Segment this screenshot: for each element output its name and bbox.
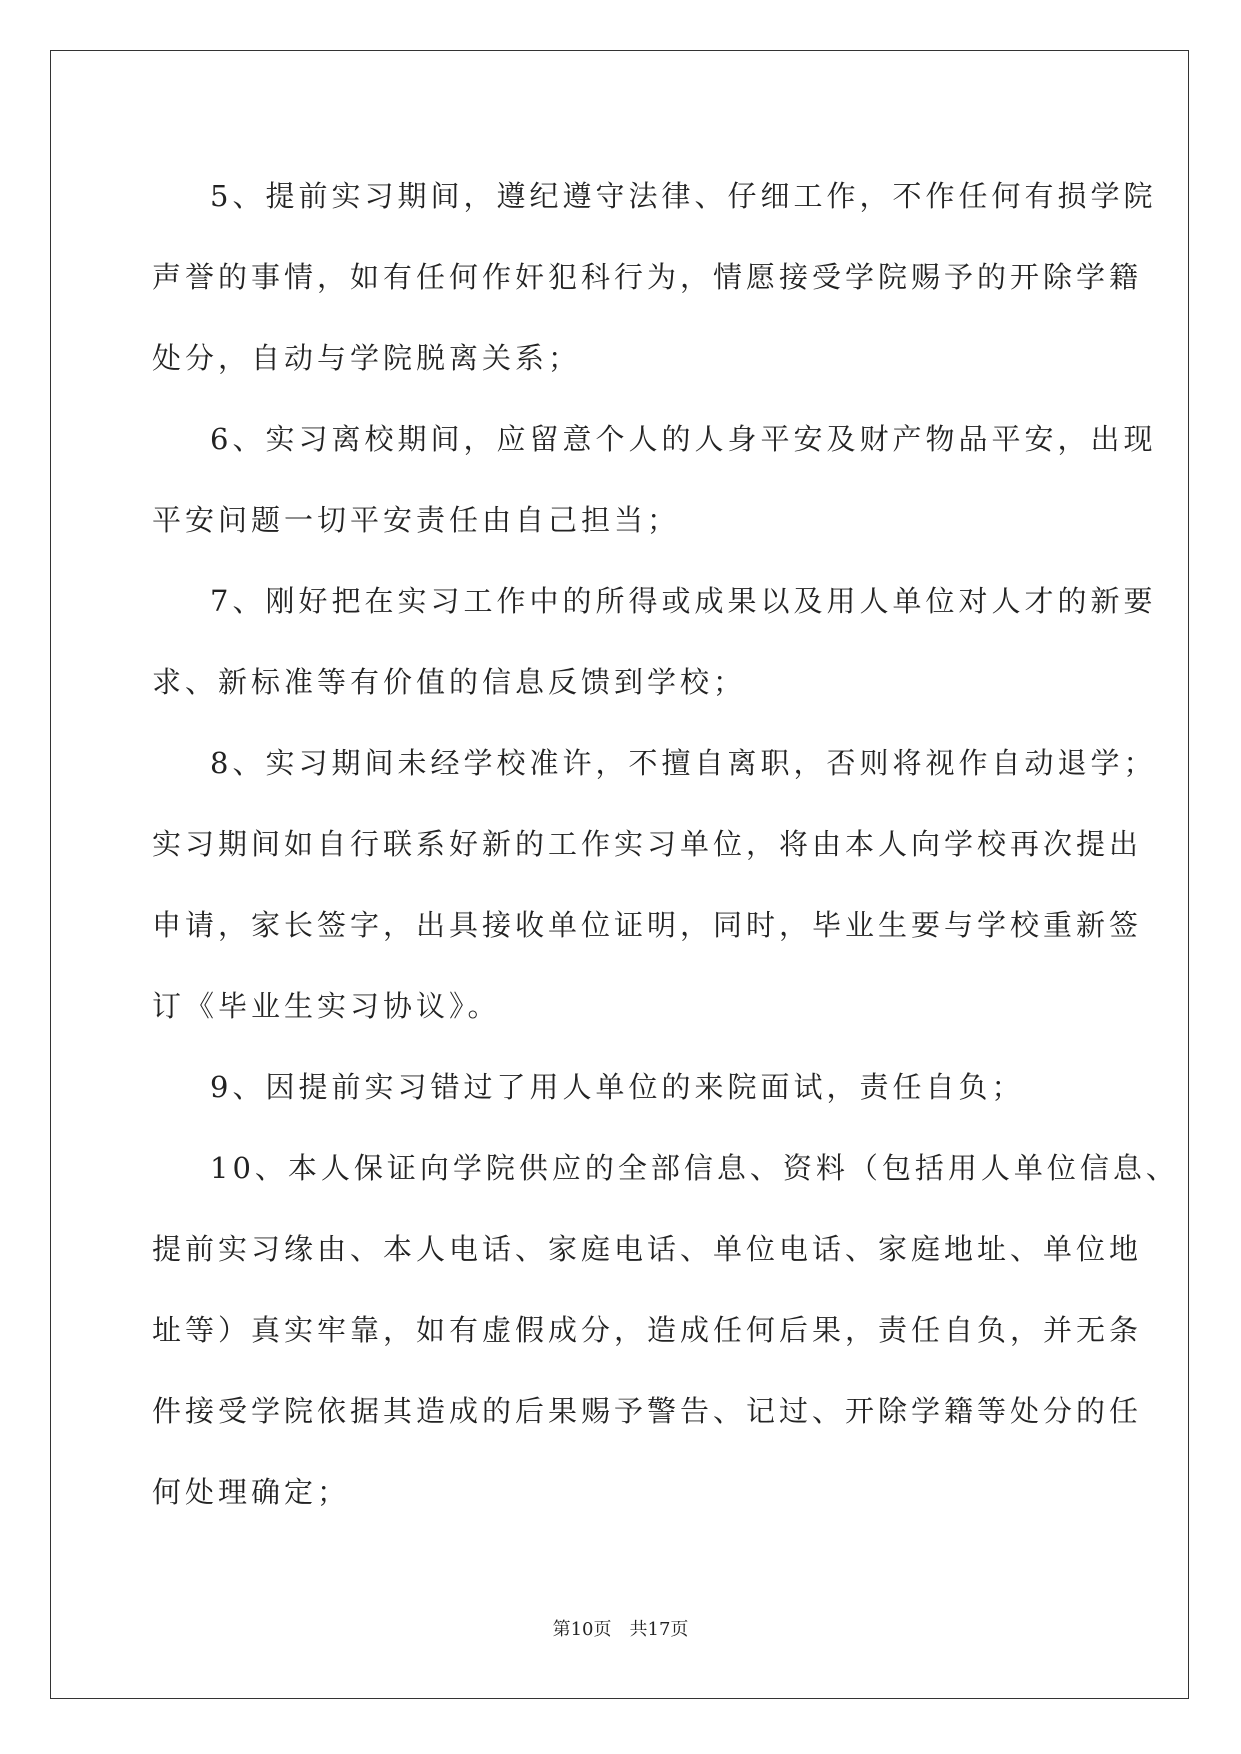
paragraph-7	[152, 561, 1157, 723]
paragraph-10	[152, 1128, 1179, 1533]
text-line: 何处理确定；	[152, 1475, 351, 1509]
text-line: 订《毕业生实习协议》。	[152, 989, 501, 1023]
text-line: 提前实习缘由、本人电话、家庭电话、单位电话、家庭地址、单位地	[152, 1232, 1143, 1266]
text-line: 平安问题一切平安责任由自己担当；	[152, 503, 681, 537]
page-number: 第10页 共17页	[552, 1619, 689, 1640]
paragraph-6	[152, 399, 1157, 561]
text-line: 处分，自动与学院脱离关系；	[152, 341, 582, 375]
text-line: 10、本人保证向学院供应的全部信息、资料（包括用人单位信息、	[210, 1151, 1179, 1185]
text-line: 6、实习离校期间，应留意个人的人身平安及财产物品平安，出现	[210, 422, 1157, 456]
text-line: 件接受学院依据其造成的后果赐予警告、记过、开除学籍等处分的任	[152, 1394, 1143, 1428]
text-line: 7、刚好把在实习工作中的所得或成果以及用人单位对人才的新要	[210, 584, 1157, 618]
paragraph-5	[152, 156, 1157, 399]
text-line: 8、实习期间未经学校准许，不擅自离职，否则将视作自动退学；	[210, 746, 1157, 780]
text-line: 求、新标准等有价值的信息反馈到学校；	[152, 665, 747, 699]
text-line: 声誉的事情，如有任何作奸犯科行为，情愿接受学院赐予的开除学籍	[152, 260, 1143, 294]
text-line: 实习期间如自行联系好新的工作实习单位，将由本人向学校再次提出	[152, 827, 1143, 861]
text-line: 申请，家长签字，出具接收单位证明，同时，毕业生要与学校重新签	[152, 908, 1143, 942]
text-line: 9、因提前实习错过了用人单位的来院面试，责任自负；	[210, 1070, 1025, 1104]
text-line: 5、提前实习期间，遵纪遵守法律、仔细工作，不作任何有损学院	[210, 179, 1157, 213]
paragraph-9	[152, 1047, 1094, 1128]
text-line: 址等）真实牢靠，如有虚假成分，造成任何后果，责任自负，并无条	[152, 1313, 1143, 1347]
paragraph-8	[152, 723, 1157, 1047]
document-body	[152, 156, 1179, 1533]
